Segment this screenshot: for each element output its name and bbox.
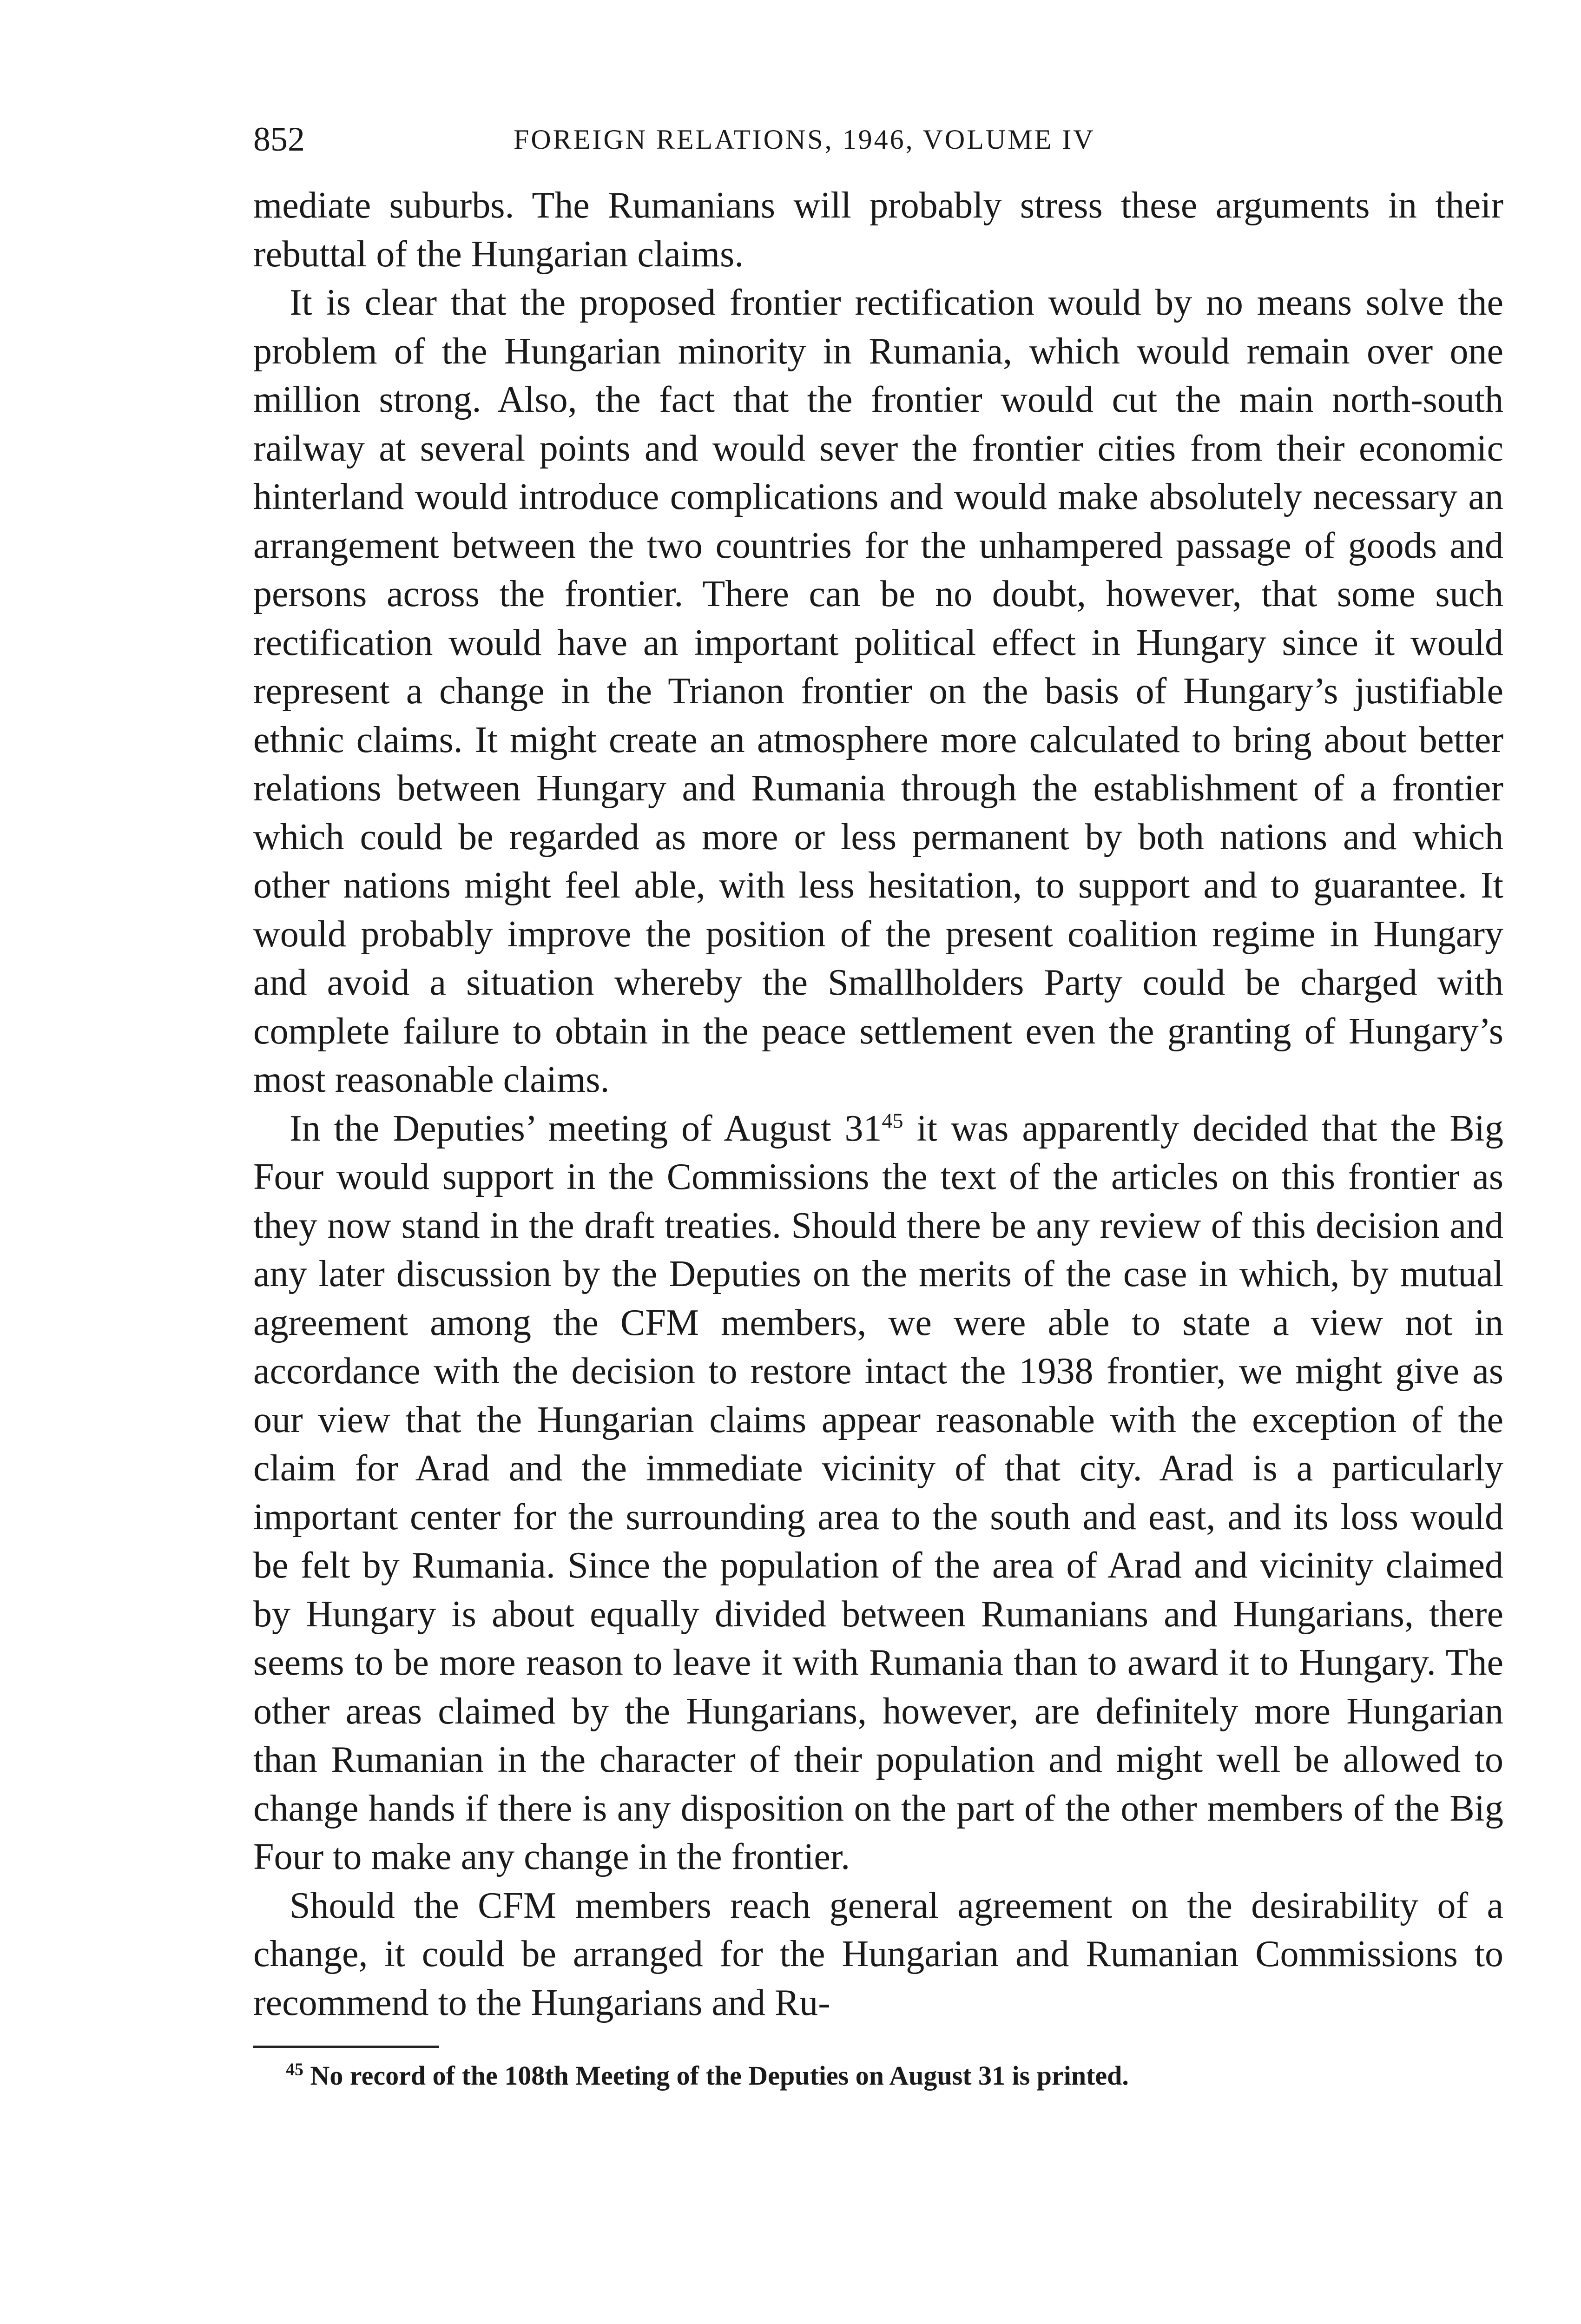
paragraph-3 (253, 1104, 1503, 1882)
footnote (253, 2057, 1503, 2094)
paragraph-3-rest: it was apparently decided that the Big Four would support in the Commissions the text of the articles on this frontier as they now stand in the draft treaties. Should there be any review of this decision and any later discussion by the Deputies on the merits of the case in which, by mutual agreement among the CFM members, we were able to state a view not in accordance with the decision to restore intact the 1938 frontier, we might give as our view that the Hungarian claims appear reasonable with the exception of the claim for Arad and the immediate vicinity of that city. Arad is a particularly important center for the surrounding area to the south and east, and its loss would be felt by Rumania. Since the population of the area of Arad and vicinity claimed by Hungary is about equally divided between Rumanians and Hungarians, there seems to be more reason to leave it with Rumania than to award it to Hungary. The other areas claimed by the Hungarians, however, are definitely more Hungarian than Rumanian in the character of their population and might well be allowed to change hands if there is any disposition on the part of the other members of the Big Four to make any change in the frontier. (253, 1108, 1503, 1877)
paragraph-3-start: In the Deputies’ meeting of August 31 (290, 1108, 882, 1149)
footnote-marker: 45 (286, 2060, 303, 2080)
footnote-divider (253, 2046, 439, 2048)
running-head: FOREIGN RELATIONS, 1946, VOLUME IV (514, 124, 1095, 155)
footnote-reference[interactable]: 45 (882, 1108, 903, 1132)
footnote-text: No record of the 108th Meeting of the Deputies on August 31 is printed. (303, 2060, 1129, 2091)
paragraph-1: mediate suburbs. The Rumanians will probably stress these arguments in their rebuttal of the Hungarian claims. (253, 185, 1503, 275)
body-text (253, 181, 1503, 2027)
page-number: 852 (253, 120, 305, 158)
document-page (253, 112, 1503, 2094)
paragraph-4: Should the CFM members reach general agreement on the desirability of a change, it could be arranged for the Hungarian and Rumanian Commissions to recommend to the Hungarians and Ru- (253, 1885, 1503, 2023)
page-header (253, 112, 1503, 167)
paragraph-2: It is clear that the proposed frontier rectification would by no means solve the problem of the Hungarian minority in Rumania, which would remain over one million strong. Also, the fact that the frontier would cut the main north-south railway at several points and would sever the frontier cities from their economic hinterland would introduce complications and would make absolutely necessary an arrangement between the two countries for the unhampered passage of goods and persons across the frontier. There can be no doubt, however, that some such rectification would have an important political effect in Hungary since it would represent a change in the Trianon frontier on the basis of Hungary’s justifiable ethnic claims. It might create an atmosphere more calculated to bring about better relations between Hungary and Rumania through the establishment of a frontier which could be regarded as more or less permanent by both nations and which other nations might feel able, with less hesitation, to support and to guarantee. It would probably improve the position of the present coalition regime in Hungary and avoid a situation whereby the Smallholders Party could be charged with complete failure to obtain in the peace settlement even the granting of Hungary’s most reasonable claims. (253, 282, 1503, 1100)
